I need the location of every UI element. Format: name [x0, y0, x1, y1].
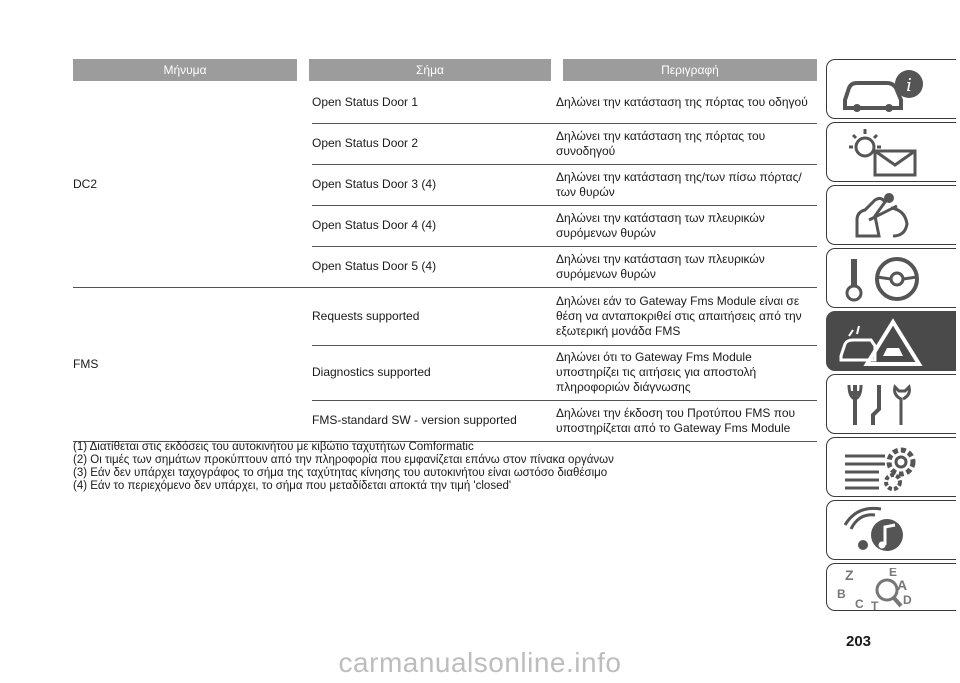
- airbag-seat-icon: [835, 190, 935, 242]
- index-letter: Z: [845, 568, 854, 583]
- table-header-row: [73, 59, 817, 81]
- signal-cell: Open Status Door 5 (4): [312, 259, 437, 273]
- footnote: (3) Εάν δεν υπάρχει ταχογράφος το σήμα της ταχύτητας κίνησης του αυτοκινήτου είναι ωστόσο διαθέσιμο: [73, 467, 608, 479]
- index-letter: B: [837, 587, 846, 601]
- description-cell: Δηλώνει την κατάσταση της/των πίσω πόρτας/των θυρών: [556, 169, 802, 199]
- signal-cell: FMS-standard SW - version supported: [312, 413, 517, 427]
- message-cell: FMS: [73, 356, 99, 371]
- description-cell: Δηλώνει την κατάσταση των πλευρικών συρόμενων θυρών: [556, 210, 765, 240]
- message-cell: DC2: [73, 176, 98, 191]
- car-info-icon: [835, 64, 935, 116]
- index-letter: A: [897, 577, 908, 593]
- signal-cell: Requests supported: [312, 308, 420, 323]
- key-steering-wheel-icon: [835, 253, 935, 305]
- technical-specs-gear-icon: [835, 442, 935, 494]
- signal-cell: Open Status Door 2: [312, 136, 419, 150]
- tab-emergency[interactable]: [826, 311, 956, 371]
- tab-starting-driving[interactable]: [826, 248, 956, 308]
- signal-cell: Diagnostics supported: [312, 365, 431, 379]
- footnote: (2) Οι τιμές των σημάτων προκύπτουν από την πληροφορία που εμφανίζεται επάνω στον πίνακα οργάνων: [73, 454, 614, 466]
- wrench-service-icon: [835, 379, 935, 431]
- description-cell: Δηλώνει εάν το Gateway Fms Module είναι σε θέση να ανταποκριθεί στις απαιτήσεις από την εξωτερική μονάδα FMS: [556, 293, 802, 338]
- watermark[interactable]: carmanualsonline.info: [338, 647, 622, 678]
- index-letter: E: [889, 568, 898, 579]
- emergency-triangle-car-icon: [835, 316, 935, 368]
- description-cell: Δηλώνει την κατάσταση της πόρτας του οδηγού: [556, 94, 808, 109]
- warning-lights-message-icon: [835, 127, 935, 179]
- tab-safety[interactable]: [826, 185, 956, 245]
- description-cell: Δηλώνει την κατάσταση των πλευρικών συρόμενων θυρών: [556, 251, 765, 281]
- tab-multimedia[interactable]: [826, 500, 956, 560]
- footnote: (4) Εάν το περιεχόμενο δεν υπάρχει, το σήμα που μεταδίδεται αποκτά την τιμή 'closed': [73, 480, 512, 492]
- alphabetical-index-icon: [835, 568, 935, 612]
- description-cell: Δηλώνει την κατάσταση της πόρτας του συνοδηγού: [556, 128, 766, 158]
- svg-text:i: i: [906, 75, 912, 96]
- signal-cell: Open Status Door 4 (4): [312, 218, 437, 232]
- index-letter: D: [903, 593, 912, 607]
- description-cell: Δηλώνει την έκδοση του Προτύπου FMS που υποστηρίζεται από το Gateway Fms Module: [556, 405, 796, 435]
- tab-warning-lights[interactable]: [826, 122, 956, 182]
- index-letter: C: [855, 597, 864, 611]
- tab-technical-data[interactable]: [826, 437, 956, 497]
- signal-cell: Open Status Door 1: [312, 94, 419, 109]
- tab-maintenance[interactable]: [826, 374, 956, 434]
- header-description: Περιγραφή: [557, 59, 817, 81]
- tab-index[interactable]: [826, 563, 956, 611]
- signals-table: [73, 59, 817, 81]
- page-number: 203: [846, 633, 872, 650]
- header-signal: Σήμα: [303, 59, 557, 81]
- header-message: Μήνυμα: [73, 59, 303, 81]
- tab-car-info[interactable]: [826, 59, 956, 119]
- signal-cell: Open Status Door 3 (4): [312, 177, 437, 191]
- footnote: (1) Διατίθεται στις εκδόσεις του αυτοκινήτου με κιβώτιο ταχυτήτων Comformatic: [73, 441, 474, 453]
- description-cell: Δηλώνει ότι το Gateway Fms Module υποστηρίζει τις αιτήσεις για αποστολή πληροφοριών διάγνωσης: [556, 350, 757, 394]
- index-letter: T: [871, 599, 879, 612]
- multimedia-music-icon: [835, 505, 935, 557]
- footnotes: [73, 441, 813, 493]
